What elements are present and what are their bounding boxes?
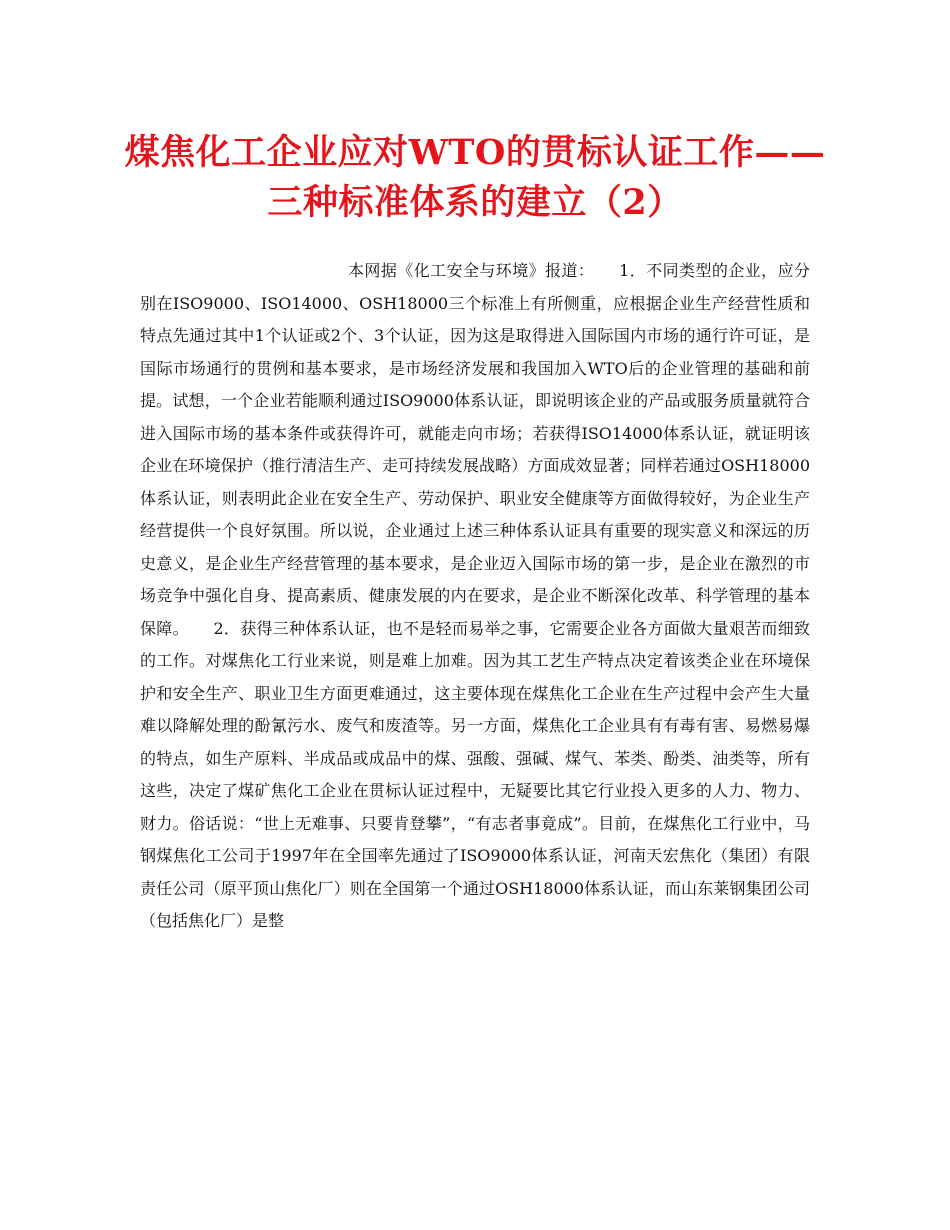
document-body	[140, 255, 810, 938]
document-title-line-2: 三种标准体系的建立（2）	[267, 182, 683, 223]
document-title-line-1: 煤焦化工企业应对WTO的贯标认证工作——	[124, 132, 826, 173]
body-paragraph: 本网据《化工安全与环境》报道： 1．不同类型的企业，应分别在ISO9000、ISO14000、OSH18000三个标准上有所侧重，应根据企业生产经营性质和特点先通过其中1个认证或2个、3个认证，因为这是取得进入国际国内市场的通行许可证，是国际市场通行的贯例和基本要求，是市场经济发展和我国加入WTO后的企业管理的基础和前提。试想，一个企业若能顺利通过ISO9000体系认证，即说明该企业的产品或服务质量就符合进入国际市场的基本条件或获得许可，就能走向市场；若获得ISO14000体系认证，就证明该企业在环境保护（推行清洁生产、走可持续发展战略）方面成效显著；同样若通过OSH18000体系认证，则表明此企业在安全生产、劳动保护、职业安全健康等方面做得较好，为企业生产经营提供一个良好氛围。所以说，企业通过上述三种体系认证具有重要的现实意义和深远的历史意义，是企业生产经营管理的基本要求，是企业迈入国际市场的第一步，是企业在激烈的市场竞争中强化自身、提高素质、健康发展的内在要求，是企业不断深化改革、科学管理的基本保障。 2．获得三种体系认证，也不是轻而易举之事，它需要企业各方面做大量艰苦而细致的工作。对煤焦化工行业来说，则是难上加难。因为其工艺生产特点决定着该类企业在环境保护和安全生产、职业卫生方面更难通过，这主要体现在煤焦化工企业在生产过程中会产生大量难以降解处理的酚氰污水、废气和废渣等。另一方面，煤焦化工企业具有有毒有害、易燃易爆的特点，如生产原料、半成品或成品中的煤、强酸、强碱、煤气、苯类、酚类、油类等，所有这些，决定了煤矿焦化工企业在贯标认证过程中，无疑要比其它行业投入更多的人力、物力、财力。俗话说：“世上无难事、只要肯登攀”，“有志者事竟成”。目前，在煤焦化工行业中，马钢煤焦化工公司于1997年在全国率先通过了ISO9000体系认证，河南天宏焦化（集团）有限责任公司（原平顶山焦化厂）则在全国第一个通过OSH18000体系认证，而山东莱钢集团公司（包括焦化厂）是整	[140, 261, 810, 930]
